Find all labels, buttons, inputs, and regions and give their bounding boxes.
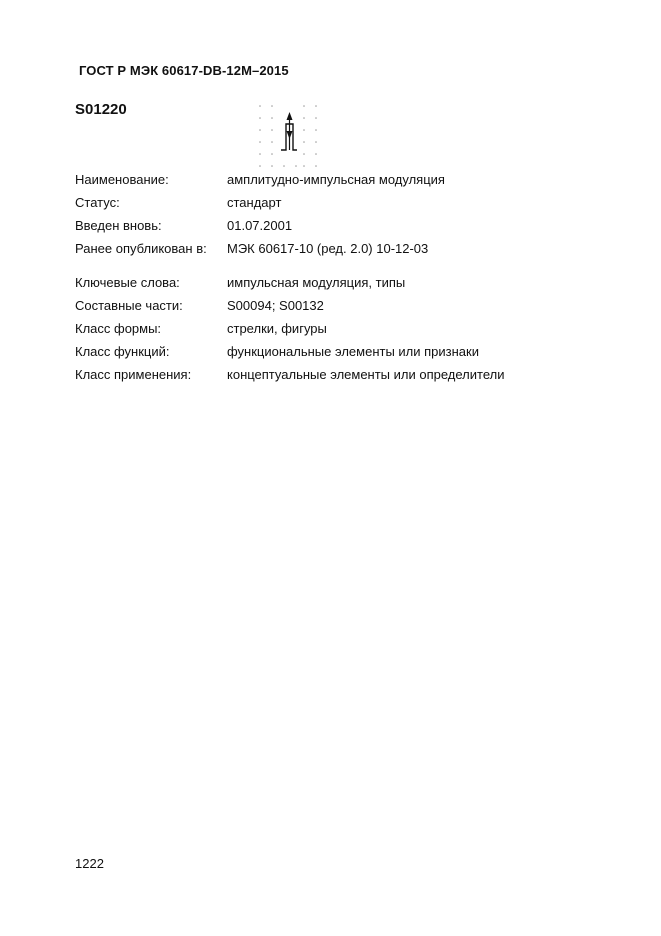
attribute-label: Класс функций: (75, 344, 170, 359)
page-number: 1222 (75, 856, 104, 871)
attribute-value: концептуальные элементы или определители (227, 367, 505, 382)
attribute-value: МЭК 60617-10 (ред. 2.0) 10-12-03 (227, 241, 429, 256)
attribute-label: Наименование: (75, 172, 169, 187)
attribute-label: Класс формы: (75, 321, 162, 336)
attribute-label: Ранее опубликован в: (75, 241, 207, 256)
attribute-value: 01.07.2001 (227, 218, 293, 233)
attribute-value: S00094; S00132 (227, 298, 324, 313)
attribute-value: импульсная модуляция, типы (227, 275, 406, 290)
attribute-value: функциональные элементы или признаки (227, 344, 479, 359)
attribute-value: стандарт (227, 195, 282, 210)
attribute-label: Составные части: (75, 298, 183, 313)
attribute-value: стрелки, фигуры (227, 321, 327, 336)
attribute-label: Статус: (75, 195, 120, 210)
symbol-code: S01220 (75, 101, 127, 118)
document-header: ГОСТ Р МЭК 60617-DB-12M–2015 (79, 63, 289, 78)
attribute-value: амплитудно-импульсная модуляция (227, 172, 445, 187)
attribute-label: Введен вновь: (75, 218, 162, 233)
attribute-label: Класс применения: (75, 367, 192, 382)
attribute-label: Ключевые слова: (75, 275, 180, 290)
amplitude-pulse-modulation-symbol-icon (252, 104, 324, 168)
